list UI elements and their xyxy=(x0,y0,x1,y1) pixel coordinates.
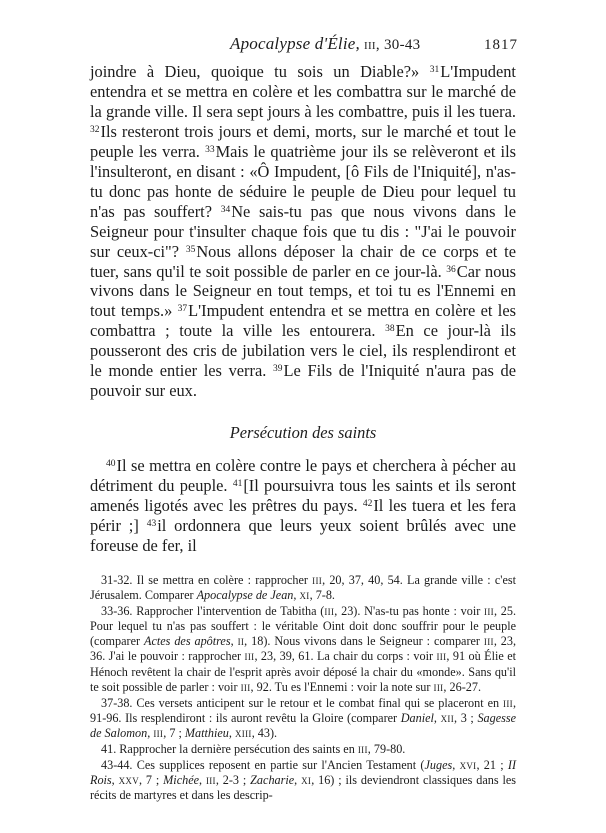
text-segment: joindre à Dieu, quoique tu sois un Diable?» xyxy=(90,62,420,81)
text-segment: Le Fils de l'Iniquité n'aura pas de pouvoir sur eux. xyxy=(90,361,517,401)
chapter-verse-ref: iii, 30-43 xyxy=(363,37,421,53)
verse-number: 40 xyxy=(106,459,116,469)
text-segment: Car nous vivons dans le Seigneur en tout temps, et toi tu es l'Ennemi en tout temps.» xyxy=(90,261,516,321)
main-text xyxy=(90,62,516,401)
running-head xyxy=(0,34,606,58)
verse-number: 37 xyxy=(177,304,188,315)
footnotes xyxy=(90,573,516,804)
text-segment: En ce jour-là ils pousseront des cris de jubilation vers le ciel, ils resplendiront et le monde entier les verra. xyxy=(90,321,516,381)
footnote: 37-38. Ces versets anticipent sur le retour et le combat final qui se placeront en iii, 91-96. Ils resplendiront : ils auront revêtu la Gloire (comparer Daniel, xii, 3 ; Sagesse de Salomon, iii, 7 ; Matthieu, xiii, 43). xyxy=(90,695,517,740)
verse-number: 39 xyxy=(273,364,283,375)
text-segment: L'Impudent entendra et se mettra en colère et les combattra ; toute la ville les entourera. xyxy=(90,301,517,341)
verse-number: 36 xyxy=(446,264,456,275)
text-segment: Il les tuera et les fera périr ;] xyxy=(90,495,516,535)
verse-number: 32 xyxy=(90,124,100,135)
section-heading: Persécution des saints xyxy=(229,423,377,442)
footnote: 43-44. Ces supplices reposent en partie sur l'Ancien Testament (Juges, xvi, 21 ; II Rois, xxv, 7 ; Michée, iii, 2-3 ; Zacharie, xi, 16) ; ils deviendront classiques dans les récits de martyres et dans les descrip- xyxy=(90,758,517,803)
text-segment: Ils resteront trois jours et demi, morts, sur le marché et tout le peuple les verra. xyxy=(90,121,516,161)
main-text-section xyxy=(90,456,516,556)
text-segment: Mais le quatrième jour ils se relèveront et ils l'insulteront, en disant : «Ô Impudent, [ô Fils de l'Iniquité], n'as-tu donc pas honte de séduire le peuple de Dieu pour lequel tu n'as pas souffert? xyxy=(90,141,517,221)
verse-number: 31 xyxy=(429,65,440,75)
running-title xyxy=(230,34,420,54)
paragraph xyxy=(90,456,516,556)
verse-number: 38 xyxy=(385,324,395,335)
text-segment: L'Impudent entendra et se mettra en colère et les combattra sur le marché de la grande ville. Il sera sept jours à les combattre, puis il les tuera. xyxy=(90,62,516,121)
text-segment: Il se mettra en colère contre le pays et cherchera à pécher au détriment du peuple. xyxy=(90,456,516,495)
text-segment: [Il poursuivra tous les saints et ils seront amenés ligotés avec les prêtres du pays. xyxy=(90,475,516,515)
work-title: Apocalypse d'Élie, xyxy=(230,34,360,53)
text-segment: Nous allons déposer la chair de ce corps et te tuer, sans qu'il te soit possible de parler en ce jour-là. xyxy=(90,241,516,281)
verse-number: 41 xyxy=(232,478,243,489)
text-segment: Ne sais-tu pas que nous vivons dans le Seigneur pour t'insulter chaque fois que tu dis : "J'ai le pouvoir sur ceux-ci"? xyxy=(90,201,516,261)
footnote: 33-36. Rapprocher l'intervention de Tabitha (iii, 23). N'as-tu pas honte : voir iii, 25. Pour lequel tu n'as pas souffert : le véritable Oint doit donc souffrir pour le peuple (comparer Actes des apôtres, ii, 18). Nous vivons dans le Seigneur : comparer iii, 23, 36. J'ai le pouvoir : rapprocher iii, 23, 39, 61. La chair du corps : voir iii, 91 où Élie et Hénoch revêtent la chair de l'esprit après avoir déposé la chair du «monde». Sans qu'il te soit possible de parler : voir iii, 92. Tu es l'Ennemi : voir la note sur iii, 26-27. xyxy=(90,604,517,694)
footnote: 31-32. Il se mettra en colère : rapprocher iii, 20, 37, 40, 54. La grande ville : c'est Jérusalem. Comparer Apocalypse de Jean, xi, 7-8. xyxy=(90,573,516,603)
footnote: 41. Rapprocher la dernière persécution des saints en iii, 79-80. xyxy=(101,742,406,757)
verse-number: 42 xyxy=(362,498,373,509)
verse-number: 35 xyxy=(185,244,196,255)
page-number: 1817 xyxy=(484,37,518,53)
verse-number: 33 xyxy=(205,144,215,155)
verse-number: 43 xyxy=(146,518,157,529)
paragraph xyxy=(90,62,516,401)
verse-number: 34 xyxy=(220,204,231,215)
text-segment: il ordonnera que leurs yeux soient brûlés avec une foreuse de fer, il xyxy=(90,515,516,555)
